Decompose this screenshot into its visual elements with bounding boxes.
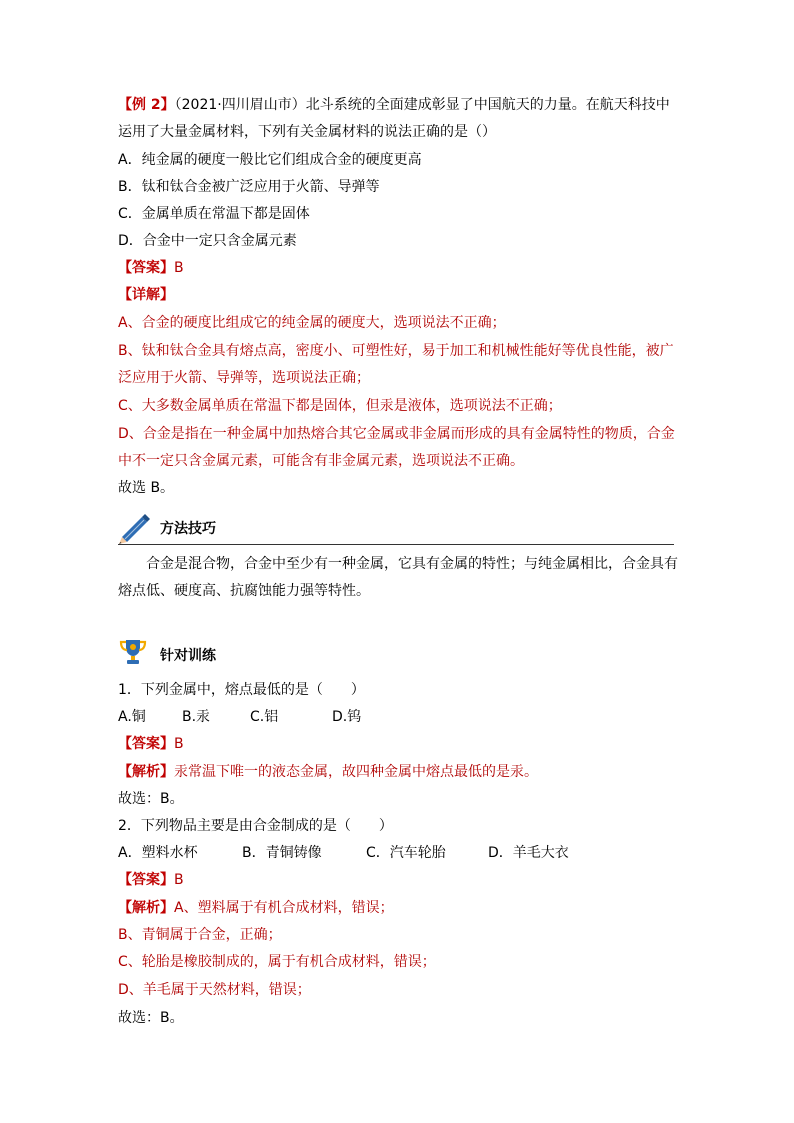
q1-analysis-text: 汞常温下唯一的液态金属，故四种金属中熔点最低的是汞。 bbox=[174, 764, 538, 780]
q2-analysis-text-1: A、塑料属于有机合成材料，错误； bbox=[174, 900, 394, 916]
q2-option-b: B．青铜铸像 bbox=[242, 845, 322, 861]
example-tag: 【例 2】 bbox=[118, 97, 175, 113]
method-text-line-2: 熔点低、硬度高、抗腐蚀能力强等特性。 bbox=[118, 583, 370, 599]
example-answer-value: B bbox=[174, 260, 184, 276]
q2-analysis-tag: 【解析】 bbox=[118, 900, 174, 916]
example-detail-line-4: C、大多数金属单质在常温下都是固体，但汞是液体，选项说法不正确； bbox=[118, 398, 562, 414]
example-detail-line-6: 中不一定只含金属元素，可能含有非金属元素，选项说法不正确。 bbox=[118, 453, 524, 469]
q1-answer-line bbox=[118, 734, 184, 754]
q2-answer-tag: 【答案】 bbox=[118, 872, 174, 888]
q2-option-d: D．羊毛大衣 bbox=[488, 845, 569, 861]
example-detail-tag: 【详解】 bbox=[118, 287, 174, 303]
practice-title: 针对训练 bbox=[160, 648, 216, 664]
q2-analysis-line-4: D、羊毛属于天然材料，错误； bbox=[118, 982, 311, 998]
method-divider bbox=[118, 544, 674, 545]
q1-option-a: A.铜 bbox=[118, 709, 146, 725]
example-option-c: C．金属单质在常温下都是固体 bbox=[118, 206, 310, 222]
trophy-icon bbox=[118, 637, 148, 667]
example-option-b: B．钛和钛合金被广泛应用于火箭、导弹等 bbox=[118, 179, 380, 195]
q2-conclusion: 故选：B。 bbox=[118, 1010, 184, 1026]
example-answer-line bbox=[118, 258, 184, 278]
pencil-icon bbox=[116, 511, 152, 545]
q1-option-c: C.铝 bbox=[250, 709, 279, 725]
example-conclusion: 故选 B。 bbox=[118, 480, 175, 496]
q1-analysis-tag: 【解析】 bbox=[118, 764, 174, 780]
example-detail-line-5: D、合金是指在一种金属中加热熔合其它金属或非金属而形成的具有金属特性的物质，合金 bbox=[118, 426, 675, 442]
method-title: 方法技巧 bbox=[160, 521, 216, 537]
q1-answer-tag: 【答案】 bbox=[118, 736, 174, 752]
example-option-a: A．纯金属的硬度一般比它们组成合金的硬度更高 bbox=[118, 152, 422, 168]
q2-analysis-line-2: B、青铜属于合金，正确； bbox=[118, 927, 282, 943]
example-detail-line-2: B、钛和钛合金具有熔点高，密度小、可塑性好，易于加工和机械性能好等优良性能，被广 bbox=[118, 343, 674, 359]
q1-options bbox=[118, 707, 361, 727]
example-answer-tag: 【答案】 bbox=[118, 260, 174, 276]
q2-answer-value: B bbox=[174, 872, 184, 888]
example-question-text-1: （2021·四川眉山市）北斗系统的全面建成彰显了中国航天的力量。在航天科技中 bbox=[174, 97, 670, 113]
method-text-line-1: 合金是混合物，合金中至少有一种金属，它具有金属的特性；与纯金属相比，合金具有 bbox=[146, 556, 678, 572]
example-detail-tag-line bbox=[118, 285, 174, 305]
example-question-line-1 bbox=[118, 95, 670, 115]
example-detail-line-3: 泛应用于火箭、导弹等，选项说法正确； bbox=[118, 370, 370, 386]
q1-option-d: D.钨 bbox=[332, 709, 362, 725]
q1-answer-value: B bbox=[174, 736, 184, 752]
q2-analysis-line-1 bbox=[118, 898, 394, 918]
example-detail-line-1: A、合金的硬度比组成它的纯金属的硬度大，选项说法不正确； bbox=[118, 315, 506, 331]
example-option-d: D．合金中一定只含金属元素 bbox=[118, 233, 297, 249]
q1-stem: 1．下列金属中，熔点最低的是（ ） bbox=[118, 682, 365, 698]
q1-conclusion: 故选：B。 bbox=[118, 791, 184, 807]
q2-options bbox=[118, 843, 569, 863]
q2-answer-line bbox=[118, 870, 184, 890]
q2-option-c: C．汽车轮胎 bbox=[366, 845, 446, 861]
q2-option-a: A．塑料水杯 bbox=[118, 845, 198, 861]
q1-analysis-line bbox=[118, 762, 538, 782]
q2-analysis-line-3: C、轮胎是橡胶制成的，属于有机合成材料，错误； bbox=[118, 954, 436, 970]
example-question-line-2: 运用了大量金属材料，下列有关金属材料的说法正确的是（） bbox=[118, 124, 496, 140]
q1-option-b: B.汞 bbox=[182, 709, 211, 725]
q2-stem: 2．下列物品主要是由合金制成的是（ ） bbox=[118, 818, 393, 834]
